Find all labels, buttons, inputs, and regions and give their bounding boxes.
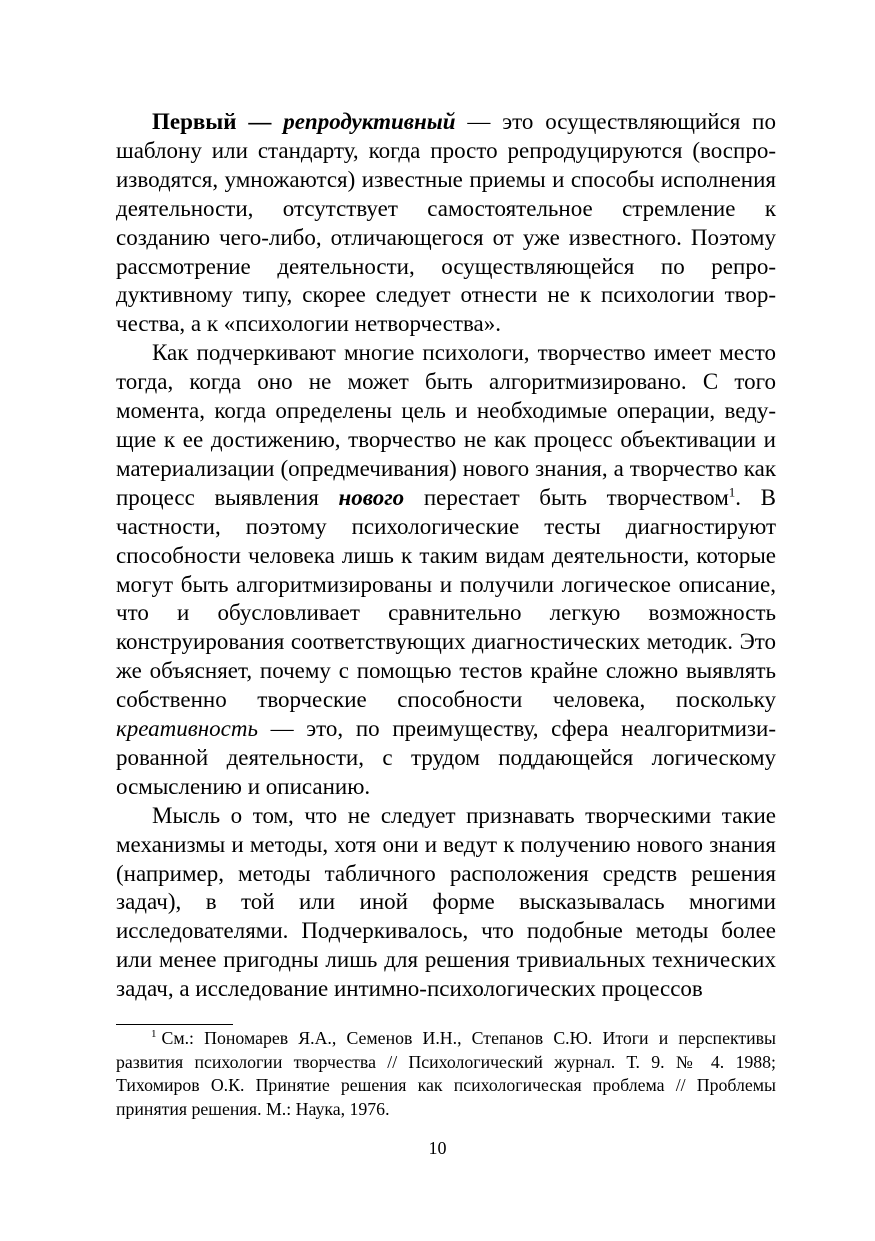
paragraph-1-text: — это осуществляющийся по шаблону или стандарту, когда просто репродуцируются (воспроизводятся, умножаются) известные приемы и способы исполнения деятельности, отсутствует самостоятельное стремление к созданию чего-либо, отличающегося от уже известного. Поэтому рассмотрение деятельности, осуществляющейся по репродуктивному типу, скорее следует отнести не к психологии творчества, а к «психологии нетворчества». [116, 109, 776, 337]
footnote [116, 1027, 776, 1121]
footnote-reference[interactable]: 1 [728, 484, 736, 500]
emphasized-term: репродуктивный [283, 109, 456, 134]
footnote-divider [116, 1024, 233, 1025]
italic-term: креативность [116, 716, 258, 742]
paragraph-2 [116, 339, 776, 802]
paragraph-2-text-after: . В частности, поэтому психологические тесты диагностируют способности человека лишь к таким видам деятельности, которые могут быть алгоритмизированы и получили логическое описание, что и обусловливает сравнительно легкую возможность конструирования соответствующих диагностических методик. Это же объясняет, почему с помощью тестов крайне сложно выявлять собственно творческие способности человека, поскольку [116, 484, 776, 713]
paragraph-3 [116, 802, 776, 1004]
footnote-text: См.: Пономарев Я.А., Семенов И.Н., Степанов С.Ю. Итоги и перспективы развития психологии творчества // Психологический журнал. Т. 9. № 4. 1988; Тихомиров О.К. Принятие решения как психологическая проблема // Проблемы принятия решения. М.: Наука, 1976. [116, 1028, 776, 1119]
paragraph-1 [116, 108, 776, 339]
emphasized-word: нового [338, 484, 405, 510]
page-number: 10 [428, 1138, 447, 1158]
paragraph-3-text: Мысль о том, что не следует признавать творческими такие механизмы и методы, хотя они и ведут к получению нового знания (например, методы табличного расположения средств решения задач), в той или иной форме высказывалась многими исследователями. Подчеркивалось, что подобные методы более или менее пригодны лишь для решения тривиальных технических задач, а исследование интимно-психологических процессов [116, 802, 776, 1002]
paragraph-2-text-mid: перестает быть творчеством [404, 484, 729, 510]
paragraph-2-text-end: — это, по преимуществу, сфера неалгоритмизированной деятельности, с трудом поддающейся логическому осмыслению и описанию. [116, 716, 776, 799]
main-text [116, 108, 776, 1004]
paragraph-2-text-before: Как подчеркивают многие психологи, творчество имеет место тогда, когда оно не может быть алгоритмизировано. С того момента, когда определены цель и необходимые операции, ведущие к ее достижению, творчество не как процесс объективации и материализации (опредмечивания) нового знания, а творчество как процесс выявления [116, 340, 776, 510]
footnote-mark: 1 [151, 1028, 157, 1041]
lead-term: Первый — [152, 109, 284, 134]
